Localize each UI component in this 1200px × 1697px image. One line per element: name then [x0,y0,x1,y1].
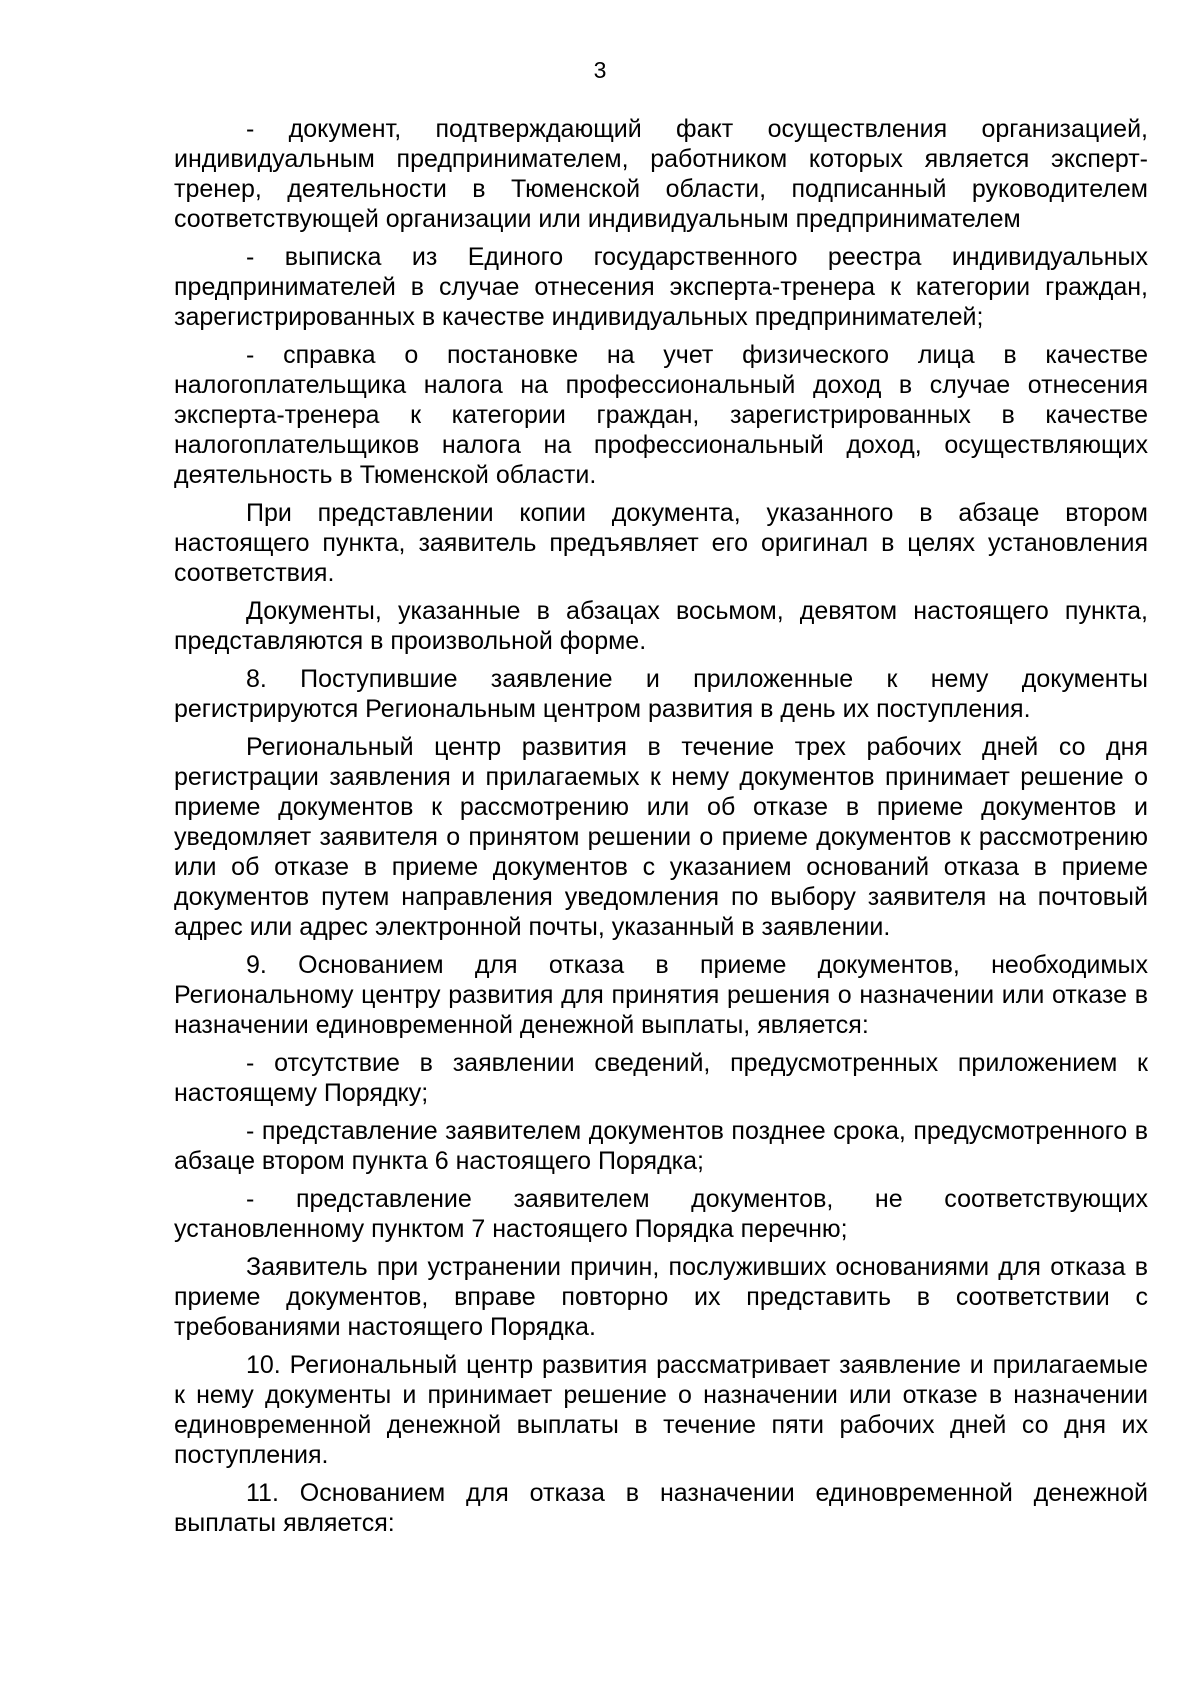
paragraph-original-presentation: При представлении копии документа, указанного в абзаце втором настоящего пункта, заявитель предъявляет его оригинал в целях установления соответствия. [174,499,1148,587]
paragraph-missing-info: - отсутствие в заявлении сведений, предусмотренных приложением к настоящему Порядку; [174,1049,1148,1107]
paragraph-registry-extract: - выписка из Единого государственного реестра индивидуальных предпринимателей в случае отнесения эксперта-тренера к категории граждан, зарегистрированных в качестве индивидуальных предпринимателей; [174,243,1148,331]
paragraph-tax-certificate: - справка о постановке на учет физического лица в качестве налогоплательщика налога на профессиональный доход в случае отнесения эксперта-тренера к категории граждан, зарегистрированных в качестве налогоплательщиков налога на профессиональный доход, осуществляющих деятельность в Тюменской области. [174,341,1148,489]
paragraph-resubmission: Заявитель при устранении причин, послуживших основаниями для отказа в приеме документов, вправе повторно их представить в соответствии с требованиями настоящего Порядка. [174,1253,1148,1341]
paragraph-arbitrary-form: Документы, указанные в абзацах восьмом, девятом настоящего пункта, представляются в произвольной форме. [174,597,1148,655]
paragraph-document-confirmation: - документ, подтверждающий факт осуществления организацией, индивидуальным предпринимателем, работником которых является эксперт-тренер, деятельности в Тюменской области, подписанный руководителем соответствующей организации или индивидуальным предпринимателем [174,115,1148,233]
paragraph-nonconforming-documents: - представление заявителем документов, не соответствующих установленному пунктом 7 настоящего Порядка перечню; [174,1185,1148,1243]
paragraph-late-submission: - представление заявителем документов позднее срока, предусмотренного в абзаце втором пункта 6 настоящего Порядка; [174,1117,1148,1175]
paragraph-decision-review: Региональный центр развития в течение трех рабочих дней со дня регистрации заявления и прилагаемых к нему документов принимает решение о приеме документов к рассмотрению или об отказе в приеме документов и уведомляет заявителя о принятом решении о приеме документов к рассмотрению или об отказе в приеме документов с указанием оснований отказа в приеме документов путем направления уведомления по выбору заявителя на почтовый адрес или адрес электронной почты, указанный в заявлении. [174,733,1148,941]
paragraph-item-10: 10. Региональный центр развития рассматривает заявление и прилагаемые к нему документы и принимает решение о назначении или отказе в назначении единовременной денежной выплаты в течение пяти рабочих дней со дня их поступления. [174,1351,1148,1469]
paragraph-item-9: 9. Основанием для отказа в приеме документов, необходимых Региональному центру развития для принятия решения о назначении или отказе в назначении единовременной денежной выплаты, является: [174,951,1148,1039]
document-body [174,114,1148,1546]
page-number: 3 [593,57,607,83]
paragraph-item-11: 11. Основанием для отказа в назначении единовременной денежной выплаты является: [174,1479,1148,1537]
paragraph-item-8: 8. Поступившие заявление и приложенные к нему документы регистрируются Региональным центром развития в день их поступления. [174,665,1148,723]
